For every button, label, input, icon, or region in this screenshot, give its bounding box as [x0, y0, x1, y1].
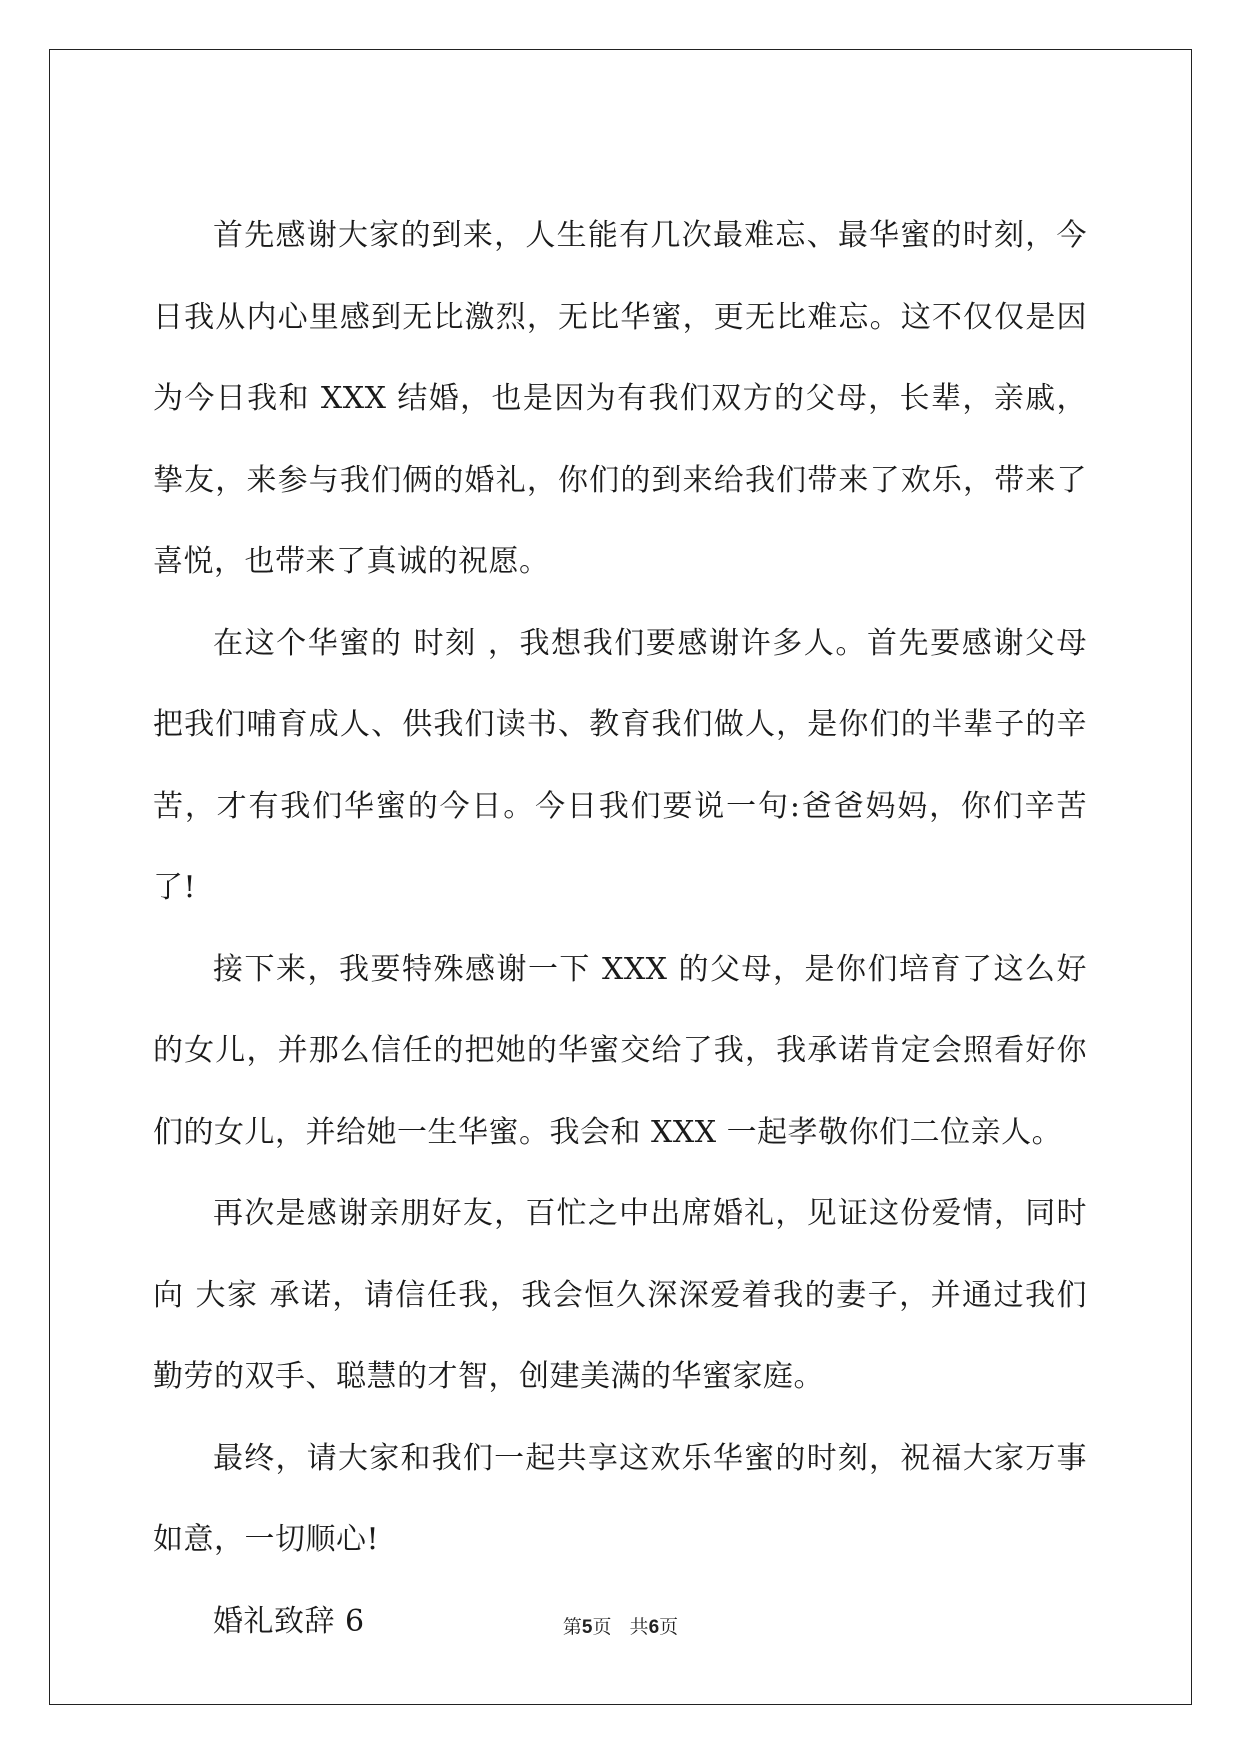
footer-current-page: 5	[581, 1617, 593, 1638]
section-heading: 婚礼致辞 6	[213, 1603, 365, 1639]
footer-total-pages: 6	[648, 1617, 660, 1638]
footer-prefix: 第	[562, 1616, 582, 1638]
footer-suffix: 页	[659, 1616, 679, 1638]
footer-middle: 页 共	[592, 1616, 649, 1638]
document-body	[153, 195, 1087, 1662]
paragraph-4: 再次是感谢亲朋好友，百忙之中出席婚礼，见证这份爱情，同时向 大家 承诺，请信任我，我会恒久深深爱着我的妻子，并通过我们勤劳的双手、聪慧的才智，创建美满的华蜜家庭。	[153, 1196, 1087, 1394]
paragraph-1: 首先感谢大家的到来，人生能有几次最难忘、最华蜜的时刻，今日我从内心里感到无比激烈，无比华蜜，更无比难忘。这不仅仅是因为今日我和 XXX 结婚，也是因为有我们双方的父母，长辈，亲戚，挚友，来参与我们俩的婚礼，你们的到来给我们带来了欢乐，带来了喜悦，也带来了真诚的祝愿。	[153, 218, 1087, 579]
page-footer	[50, 1612, 1191, 1639]
document-page	[49, 49, 1192, 1705]
paragraph-3: 接下来，我要特殊感谢一下 XXX 的父母，是你们培育了这么好的女儿，并那么信任的把她的华蜜交给了我，我承诺肯定会照看好你们的女儿，并给她一生华蜜。我会和 XXX 一起孝敬你们二位亲人。	[153, 951, 1087, 1150]
paragraph-5: 最终，请大家和我们一起共享这欢乐华蜜的时刻，祝福大家万事如意，一切顺心!	[153, 1440, 1087, 1557]
paragraph-2: 在这个华蜜的 时刻 ，我想我们要感谢许多人。首先要感谢父母把我们哺育成人、供我们读书、教育我们做人，是你们的半辈子的辛苦，才有我们华蜜的今日。今日我们要说一句:爸爸妈妈，你们辛苦了!	[153, 625, 1087, 905]
